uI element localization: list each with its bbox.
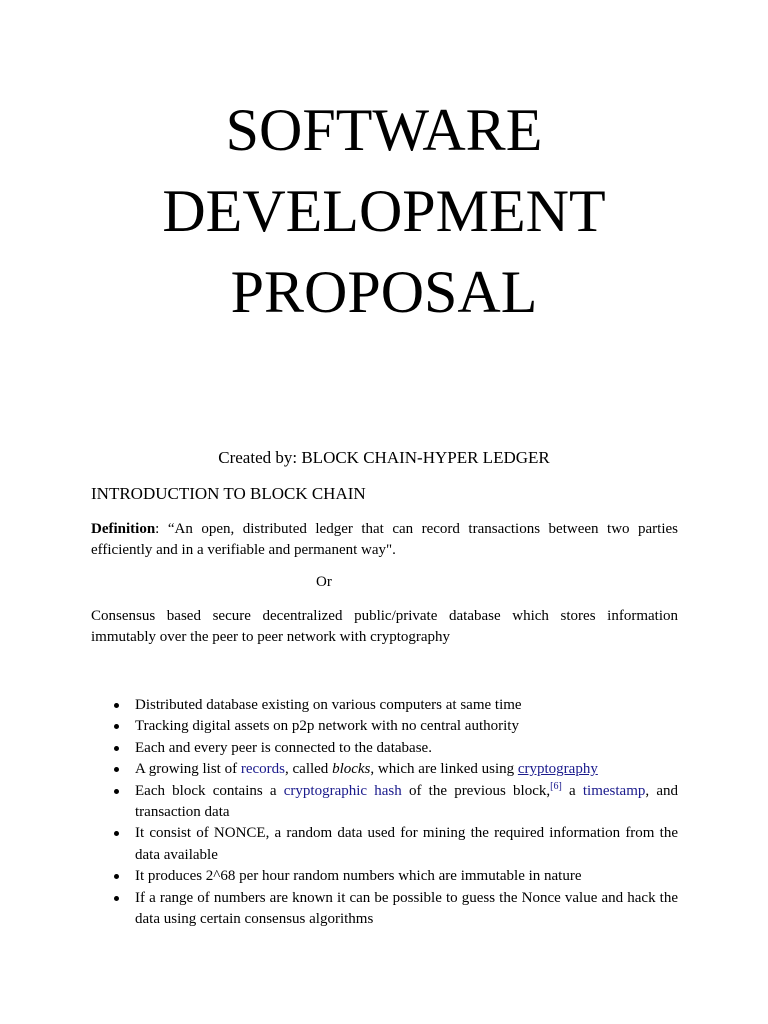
list-item [91, 738, 678, 759]
consensus-paragraph: Consensus based secure decentralized public/private database which stores information immutably over the peer to peer network with cryptography [91, 608, 678, 645]
list-item-text: of the previous block, [401, 782, 551, 799]
list-item-text: It produces 2^68 per hour random numbers which are immutable in nature [135, 868, 582, 885]
list-item [91, 866, 678, 887]
list-item-text: A growing list of [135, 761, 241, 778]
definition-text: : “An open, distributed ledger that can record transactions between two parties efficiently and in a verifiable and permanent way". [91, 521, 678, 558]
bullet-icon [114, 724, 119, 729]
records-link[interactable]: records [240, 761, 285, 778]
bullet-icon [114, 703, 119, 708]
intro-heading: INTRODUCTION TO BLOCK CHAIN [91, 484, 366, 503]
or-separator: Or [316, 574, 332, 590]
bullet-icon [114, 746, 119, 751]
list-item [91, 716, 678, 737]
list-item-text: If a range of numbers are known it can be possible to guess the Nonce value and hack the data using certain consensus algorithms [135, 889, 678, 928]
cryptography-link[interactable]: cryptography [517, 761, 598, 778]
list-item [91, 888, 678, 931]
list-item-text: , and transaction data [135, 782, 678, 821]
bullet-icon [114, 767, 119, 772]
created-by: Created by: BLOCK CHAIN-HYPER LEDGER [218, 448, 550, 467]
title-line-2: DEVELOPMENT [162, 178, 606, 244]
bullet-icon [114, 831, 119, 836]
list-item [91, 781, 678, 824]
bullet-icon [114, 874, 119, 879]
bullet-list [91, 695, 678, 930]
list-item-text: Tracking digital assets on p2p network with no central authority [135, 718, 519, 735]
list-item [91, 823, 678, 866]
list-item-text: Each and every peer is connected to the database. [135, 739, 432, 756]
blocks-emphasis: blocks [332, 761, 371, 778]
definition-paragraph [91, 519, 678, 561]
list-item-text: a [561, 782, 583, 799]
timestamp-link[interactable]: timestamp [582, 782, 646, 799]
list-item-text: , which are linked using [370, 761, 518, 778]
list-item [91, 759, 678, 780]
list-item-text: , called [285, 761, 333, 778]
title-line-3: PROPOSAL [230, 259, 538, 325]
list-item-text: It consist of NONCE, a random data used for mining the required information from the data available [135, 825, 678, 863]
title-line-1: SOFTWARE [225, 97, 543, 163]
cryptographic-hash-link[interactable]: cryptographic hash [283, 782, 402, 799]
bullet-icon [114, 789, 119, 794]
list-item [91, 695, 678, 716]
definition-label: Definition [91, 521, 156, 537]
bullet-icon [114, 896, 119, 901]
list-item-text: Each block contains a [135, 782, 284, 799]
list-item-text: Distributed database existing on various computers at same time [135, 697, 522, 713]
citation-link[interactable]: [6] [550, 780, 562, 792]
